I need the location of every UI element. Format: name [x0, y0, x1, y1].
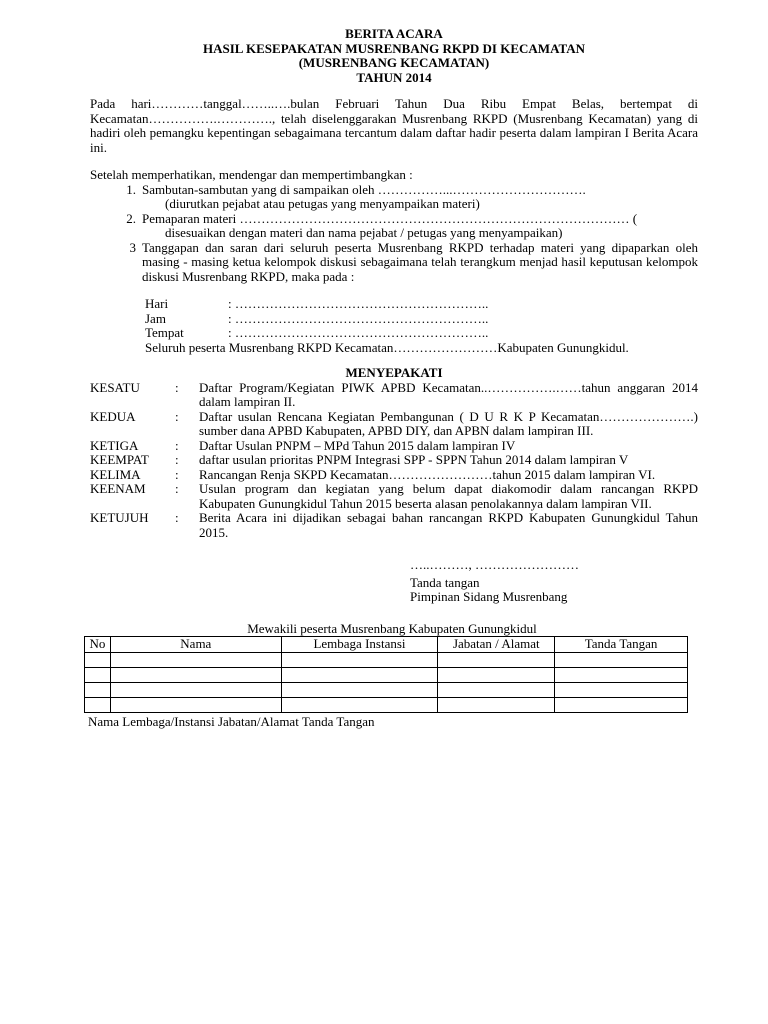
column-header: Jabatan / Alamat [438, 637, 555, 653]
agreement-title: MENYEPAKATI [345, 365, 443, 380]
table-cell [555, 697, 688, 712]
table-cell [85, 697, 111, 712]
agreement-row [90, 511, 698, 540]
agreement-colon: : [175, 466, 179, 482]
table-cell [85, 652, 111, 667]
agreement-colon: : [175, 510, 179, 525]
agreement-value: Rancangan Renja SKPD Kecamatan……………………tahun 2015 dalam lampiran VI. [199, 466, 656, 482]
table-cell [438, 652, 555, 667]
list-item [90, 183, 698, 198]
table-cell [110, 652, 281, 667]
list-text: Pemaparan materi ……………………………………………………………………………… ( [142, 210, 638, 226]
column-header: No [85, 637, 111, 653]
table-cell [110, 682, 281, 697]
table-cell [555, 667, 688, 682]
table-cell [281, 697, 438, 712]
title-line-4: TAHUN 2014 [356, 69, 432, 85]
agreement-row [90, 468, 698, 483]
considering-paragraph: Setelah memperhatikan, mendengar dan mempertimbangkan : [90, 167, 413, 182]
agreement-row [90, 439, 698, 454]
participants-text: Seluruh peserta Musrenbang RKPD Kecamatan……………………Kabupaten Gunungkidul. [145, 339, 629, 355]
detail-value: : ………………………………………………….. [228, 296, 489, 311]
detail-row [145, 326, 698, 341]
intro-paragraph: Pada hari…………tanggal……..….bulan Februari Tahun Dua Ribu Empat Belas, bertempat di Kecamatan…………….…………., telah diselenggarakan Musrenbang RKPD (Musrenbang Kecamatan) yang di hadiri oleh pemangku kepentingan sebagaimana tercantum dalam daftar hadir peserta dalam lampiran I Berita Acara ini. [90, 96, 698, 155]
agreement-colon: : [175, 481, 179, 496]
table-cell [85, 682, 111, 697]
agreement-value: Daftar Program/Kegiatan PIWK APBD Kecamatan..…………….……tahun anggaran 2014 dalam lampiran II. [199, 379, 698, 409]
meeting-details [90, 297, 698, 355]
list-text: Tanggapan dan saran dari seluruh peserta Musrenbang RKPD terhadap materi yang dipaparkan oleh masing - masing ketua kelompok diskusi sebagaimana telah terangkum menjad hasil keputusan kelompok diskusi Musrenbang RKPD, maka pada : [142, 239, 698, 284]
column-header: Lembaga Instansi [281, 637, 438, 653]
table-cell [438, 667, 555, 682]
agreement-list [90, 381, 698, 541]
list-note: (diurutkan pejabat atau petugas yang menyampaikan materi) [165, 196, 480, 211]
list-number: 3 [129, 239, 136, 255]
table-cell [281, 652, 438, 667]
table-cell [281, 667, 438, 682]
signature-block [410, 558, 698, 605]
agreement-colon: : [175, 452, 179, 467]
list-note: disesuaikan dengan materi dan nama pejabat / petugas yang menyampaikan) [165, 225, 563, 240]
agreement-key: KETUJUH [90, 510, 149, 525]
table-cell [438, 682, 555, 697]
table-row [85, 667, 688, 682]
list-text: Sambutan-sambutan yang di sampaikan oleh ……………...…………………………. [142, 181, 586, 197]
table-row [85, 697, 688, 712]
signature-role: Pimpinan Sidang Musrenbang [410, 589, 568, 604]
table-cell [555, 652, 688, 667]
agreement-key: KEEMPAT [90, 452, 149, 467]
table-row [85, 682, 688, 697]
list-number: 1. [126, 181, 136, 197]
detail-value: : ………………………………………………….. [228, 310, 489, 326]
agreement-key: KEDUA [90, 408, 136, 424]
agreement-colon: : [175, 437, 179, 453]
table-cell [555, 682, 688, 697]
title-line-1: BERITA ACARA [345, 26, 443, 41]
table-header-row [85, 637, 688, 653]
agreement-value: Daftar Usulan PNPM – MPd Tahun 2015 dalam lampiran IV [199, 437, 516, 453]
detail-value: : ………………………………………………….. [228, 325, 489, 340]
agreement-value: Daftar usulan Rencana Kegiatan Pembangunan ( D U R K P Kecamatan………………….) sumber dana APBD Kabupaten, APBD DIY, dan APBN dalam lampiran III. [199, 408, 698, 438]
signature-label: Tanda tangan [410, 574, 480, 590]
table-footer-text: Nama Lembaga/Instansi Jabatan/Alamat Tanda Tangan [88, 713, 375, 729]
agreement-value: Usulan program dan kegiatan yang belum dapat diakomodir dalam rancangan RKPD Kabupaten Gunungkidul Tahun 2015 beserta alasan penolakannya dalam lampiran VII. [199, 481, 698, 511]
agreement-row [90, 410, 698, 439]
detail-row [145, 297, 698, 312]
agreement-colon: : [175, 379, 179, 395]
agreement-key: KETIGA [90, 437, 139, 453]
table-cell [281, 682, 438, 697]
signature-place-date: …..………, …………………… [410, 557, 579, 572]
agreement-key: KEENAM [90, 481, 146, 496]
table-caption: Mewakili peserta Musrenbang Kabupaten Gunungkidul [247, 620, 537, 636]
list-item [90, 241, 698, 285]
agreement-colon: : [175, 408, 179, 424]
considering-list [90, 183, 698, 285]
document-title [90, 27, 698, 85]
agreement-value: daftar usulan prioritas PNPM Integrasi SPP - SPPN Tahun 2014 dalam lampiran V [199, 452, 629, 467]
agreement-row [90, 381, 698, 410]
table-cell [438, 697, 555, 712]
table-cell [110, 667, 281, 682]
agreement-row [90, 482, 698, 511]
agreement-value: Berita Acara ini dijadikan sebagai bahan rancangan RKPD Kabupaten Gunungkidul Tahun 2015. [199, 510, 698, 540]
title-line-3: (MUSRENBANG KECAMATAN) [298, 55, 490, 70]
participants-table [84, 636, 688, 713]
detail-key: Jam [145, 310, 166, 326]
table-row [85, 652, 688, 667]
table-cell [110, 697, 281, 712]
list-item [90, 212, 698, 227]
agreement-row [90, 453, 698, 468]
document-page [90, 27, 698, 729]
detail-key: Hari [145, 296, 169, 311]
table-cell [85, 667, 111, 682]
agreement-key: KESATU [90, 379, 140, 395]
detail-row [145, 312, 698, 327]
title-line-2: HASIL KESEPAKATAN MUSRENBANG RKPD DI KECAMATAN [203, 40, 585, 56]
column-header: Nama [110, 637, 281, 653]
detail-key: Tempat [145, 325, 184, 340]
column-header: Tanda Tangan [555, 637, 688, 653]
agreement-key: KELIMA [90, 466, 141, 482]
list-number: 2. [126, 210, 136, 226]
